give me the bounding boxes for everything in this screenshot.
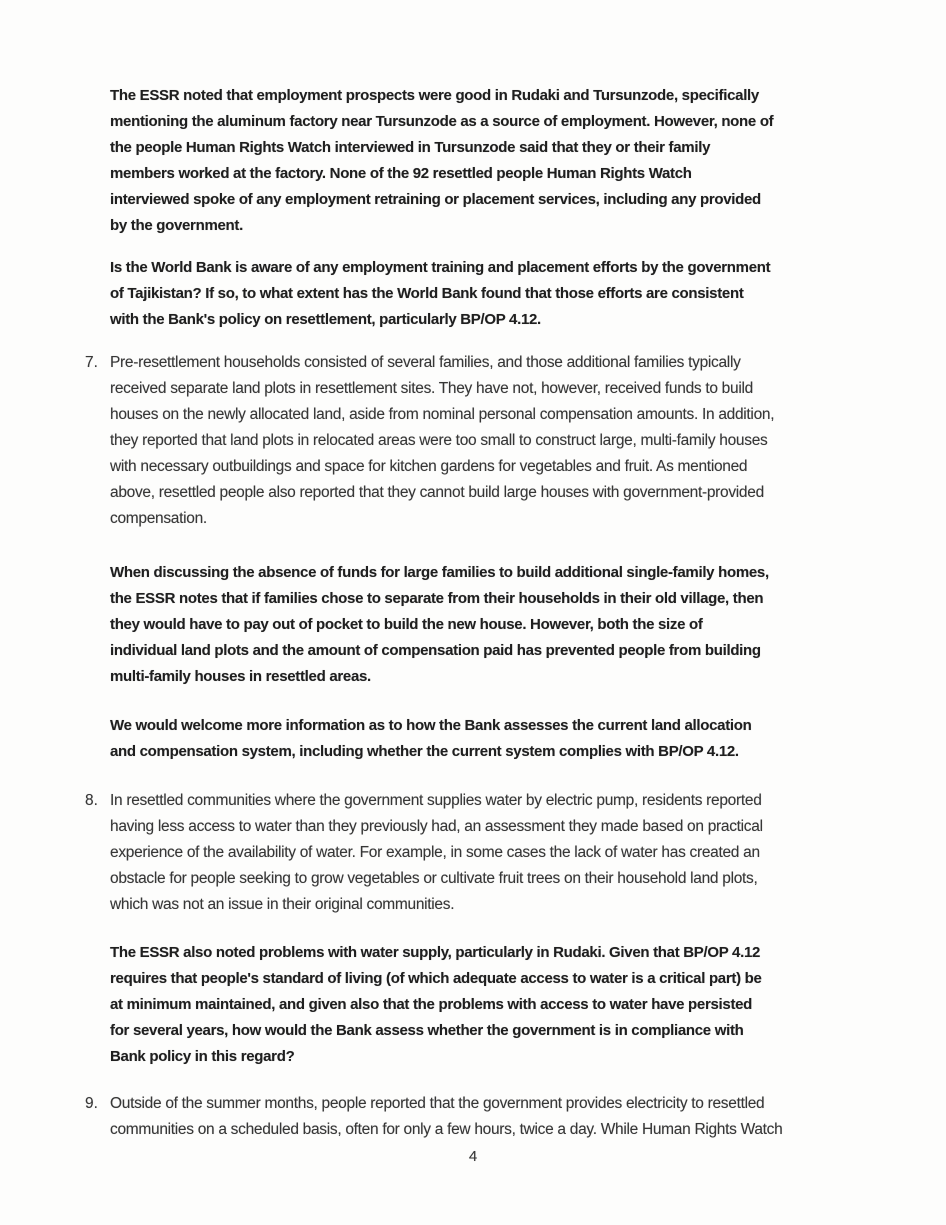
text-line: In resettled communities where the government supplies water by electric pump, residents reported <box>110 792 762 809</box>
text-line: Pre-resettlement households consisted of several families, and those additional families typically <box>110 354 741 371</box>
paragraph-essr-employment <box>110 83 896 239</box>
numbered-item-7 <box>85 350 896 532</box>
text-line: communities on a scheduled basis, often for only a few hours, twice a day. While Human Rights Watch <box>110 1121 783 1138</box>
text-line: by the government. <box>110 217 243 234</box>
numbered-item-9 <box>85 1091 896 1143</box>
paragraph-question-employment-training <box>110 255 896 333</box>
text-line: the ESSR notes that if families chose to separate from their households in their old village, then <box>110 590 764 607</box>
text-line: Is the World Bank is aware of any employment training and placement efforts by the government <box>110 259 771 276</box>
text-line: The ESSR also noted problems with water supply, particularly in Rudaki. Given that BP/OP 4.12 <box>110 944 761 961</box>
text-line: compensation. <box>110 510 207 527</box>
text-line: for several years, how would the Bank assess whether the government is in compliance with <box>110 1022 744 1039</box>
text-line: The ESSR noted that employment prospects were good in Rudaki and Tursunzode, specifically <box>110 87 759 104</box>
item-number: 7. <box>85 354 98 371</box>
text-line: multi-family houses in resettled areas. <box>110 668 371 685</box>
page-number: 4 <box>468 1148 478 1165</box>
item-number: 8. <box>85 792 98 809</box>
text-line: having less access to water than they previously had, an assessment they made based on practical <box>110 818 763 835</box>
numbered-item-8 <box>85 788 896 918</box>
text-line: houses on the newly allocated land, aside from nominal personal compensation amounts. In addition, <box>110 406 775 423</box>
text-line: Outside of the summer months, people reported that the government provides electricity to resettled <box>110 1095 765 1112</box>
text-line: Bank policy in this regard? <box>110 1048 295 1065</box>
text-line: obstacle for people seeking to grow vegetables or cultivate fruit trees on their household land plots, <box>110 870 758 887</box>
text-line: they would have to pay out of pocket to build the new house. However, both the size of <box>110 616 703 633</box>
text-line: with necessary outbuildings and space for kitchen gardens for vegetables and fruit. As mentioned <box>110 458 748 475</box>
text-line: which was not an issue in their original communities. <box>110 896 455 913</box>
paragraph-welcome-information <box>110 713 896 765</box>
text-line: individual land plots and the amount of compensation paid has prevented people from building <box>110 642 761 659</box>
text-line: above, resettled people also reported that they cannot build large houses with government-provided <box>110 484 764 501</box>
text-line: they reported that land plots in relocated areas were too small to construct large, multi-family houses <box>110 432 768 449</box>
paragraph-water-supply <box>110 940 896 1070</box>
text-line: When discussing the absence of funds for large families to build additional single-family homes, <box>110 564 769 581</box>
text-line: with the Bank's policy on resettlement, particularly BP/OP 4.12. <box>110 311 541 328</box>
text-line: experience of the availability of water. For example, in some cases the lack of water has created an <box>110 844 760 861</box>
item-number: 9. <box>85 1095 98 1112</box>
text-line: and compensation system, including whether the current system complies with BP/OP 4.12. <box>110 743 739 760</box>
text-line: members worked at the factory. None of the 92 resettled people Human Rights Watch <box>110 165 692 182</box>
text-line: We would welcome more information as to how the Bank assesses the current land allocation <box>110 717 752 734</box>
text-line: the people Human Rights Watch interviewed in Tursunzode said that they or their family <box>110 139 711 156</box>
text-line: mentioning the aluminum factory near Tursunzode as a source of employment. However, none of <box>110 113 774 130</box>
text-line: of Tajikistan? If so, to what extent has the World Bank found that those efforts are consistent <box>110 285 744 302</box>
text-line: requires that people's standard of living (of which adequate access to water is a critical part) be <box>110 970 762 987</box>
text-line: at minimum maintained, and given also that the problems with access to water have persisted <box>110 996 753 1013</box>
text-line: interviewed spoke of any employment retraining or placement services, including any provided <box>110 191 761 208</box>
text-line: received separate land plots in resettlement sites. They have not, however, received funds to build <box>110 380 753 397</box>
paragraph-funds-large-families <box>110 560 896 690</box>
